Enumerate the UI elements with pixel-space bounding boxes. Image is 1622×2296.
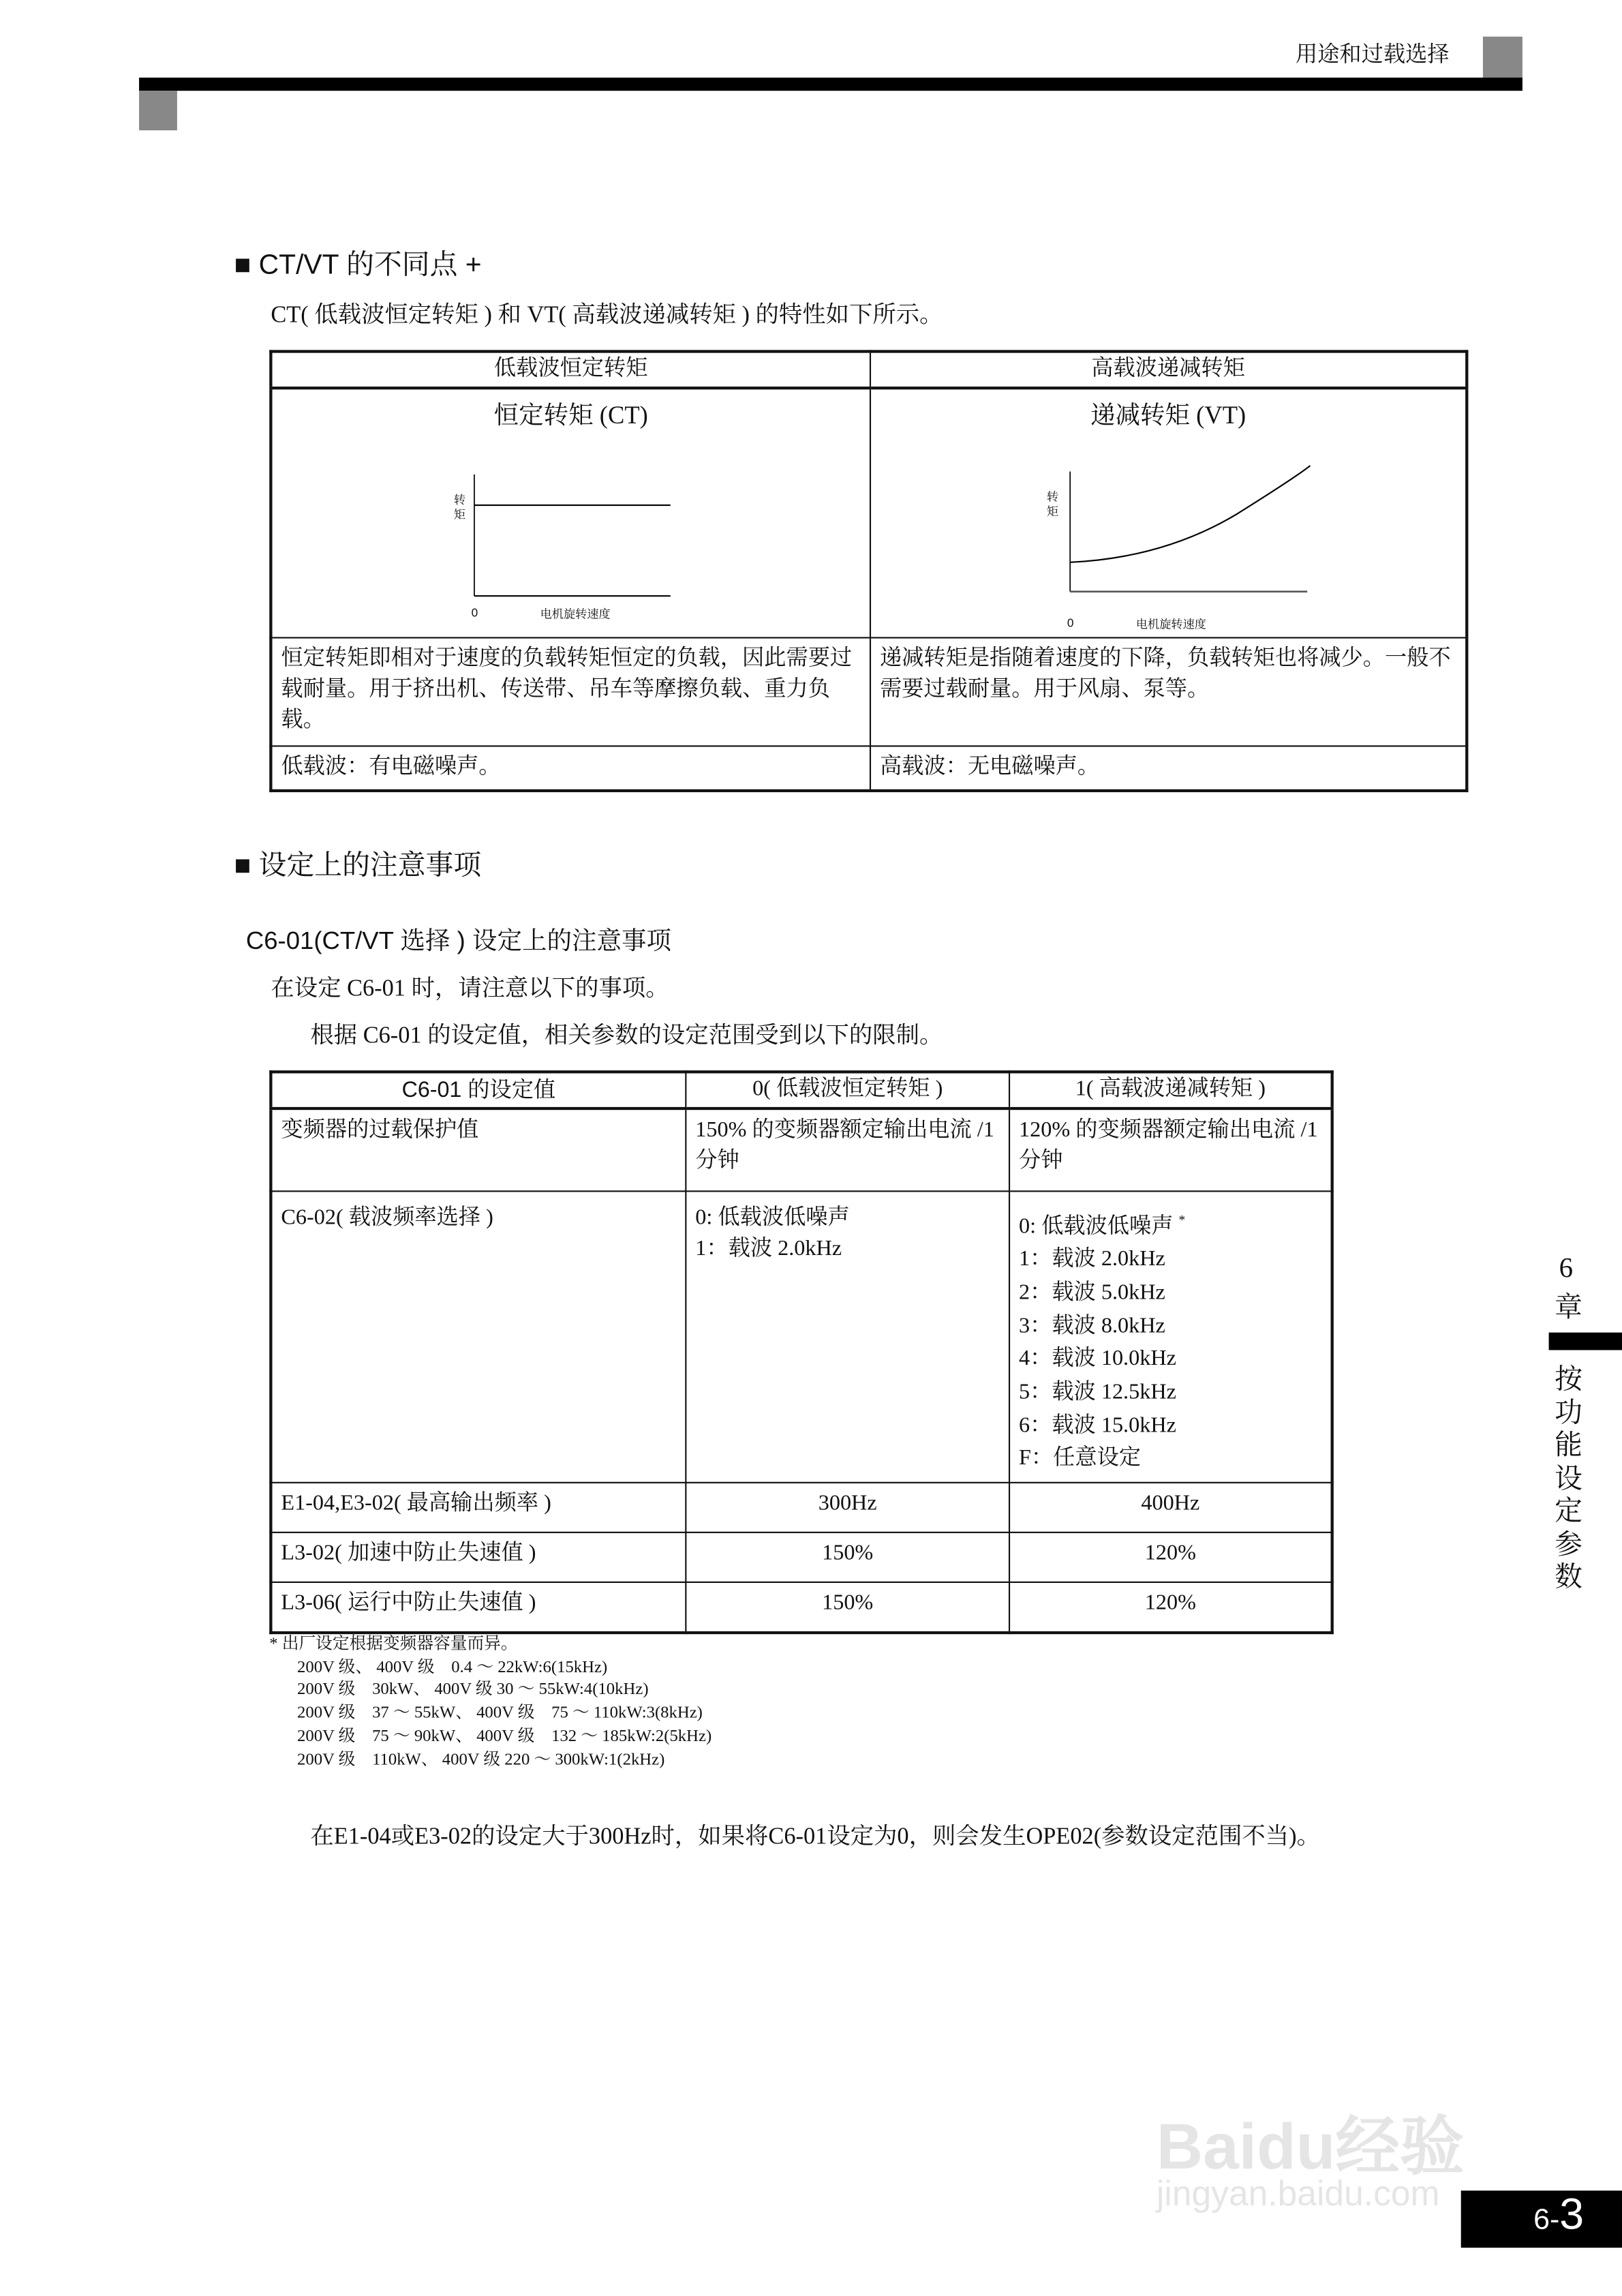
ct-chart-cell — [271, 388, 870, 637]
section2-line1: 在设定 C6-01 时，请注意以下的事项。 — [271, 976, 669, 1002]
footnote-line: 200V 级 37 ～ 55kW、 400V 级 75 ～ 110kW:3(8kHz) — [297, 1704, 703, 1723]
row-name: E1-04,E3-02( 最高输出频率 ) — [271, 1483, 686, 1532]
row-name: C6-02( 载波频率选择 ) — [271, 1190, 686, 1483]
c6-01-settings-table — [269, 1070, 1334, 1633]
header-rule — [139, 78, 1522, 91]
vt-origin: 0 — [1067, 616, 1074, 630]
option-line: 0: 低载波低噪声 * — [1019, 1211, 1186, 1239]
watermark-url: jingyan.baidu.com — [1156, 2174, 1440, 2214]
vt-chart-title: 递减转矩 (VT) — [1090, 401, 1246, 429]
page-num: 3 — [1559, 2190, 1585, 2239]
vt-description: 递减转矩是指随着速度的下降，负载转矩也将减少。一般不需要过载耐量。用于风扇、泵等。 — [870, 637, 1467, 745]
row-name: 变频器的过载保护值 — [271, 1108, 686, 1190]
ct-vt-comparison-table — [269, 350, 1468, 791]
vt-chart — [871, 389, 1470, 638]
option-line: F：任意设定 — [1019, 1447, 1142, 1471]
section2-line2: 根据 C6-01 的设定值，相关参数的设定范围受到以下的限制。 — [310, 1023, 943, 1048]
footnote-line: 200V 级、 400V 级 0.4 ～ 22kW:6(15kHz) — [297, 1659, 608, 1676]
col-header-ct: 低载波恒定转矩 — [271, 352, 870, 389]
page-chapter: 6- — [1533, 2203, 1560, 2236]
ct-chart-title: 恒定转矩 (CT) — [493, 401, 648, 429]
chapter-title: 按功能设定参数 — [1555, 1364, 1583, 1594]
row-value-vt: 120% 的变频器额定输出电流 /1 分钟 — [1009, 1108, 1332, 1190]
row-name: L3-06( 运行中防止失速值 ) — [271, 1582, 686, 1632]
section2-subheading: C6-01(CT/VT 选择 ) 设定上的注意事项 — [245, 926, 672, 955]
chapter-number: 6 — [1559, 1253, 1574, 1284]
option-line: 1：载波 2.0kHz — [1019, 1248, 1165, 1271]
vt-xlabel: 电机旋转速度 — [1135, 618, 1206, 631]
table-row — [271, 1108, 1332, 1190]
option-line: 2：载波 5.0kHz — [1019, 1281, 1165, 1305]
table-row — [271, 1532, 1332, 1582]
header-section-title: 用途和过载选择 — [1295, 44, 1450, 67]
footnote — [269, 1634, 711, 1772]
ct-origin: 0 — [471, 606, 478, 620]
chapter-tab-bar — [1549, 1333, 1622, 1350]
header-ct: 0( 低载波恒定转矩 ) — [686, 1072, 1009, 1108]
header-setting: C6-01 的设定值 — [271, 1072, 686, 1108]
footnote-line: 200V 级 30kW、 400V 级 30 ～ 55kW:4(10kHz) — [297, 1681, 649, 1700]
footnote-title: * 出厂设定根据变频器容量而异。 — [269, 1635, 518, 1654]
section2-heading: ■ 设定上的注意事项 — [234, 850, 482, 882]
header-gray-square — [139, 91, 177, 130]
vt-chart-cell — [870, 388, 1467, 637]
option-line: 0: 低载波低噪声 — [695, 1205, 850, 1230]
option-line: 4：载波 10.0kHz — [1019, 1347, 1176, 1372]
table-row — [271, 1190, 1332, 1483]
vt-torque-curve — [1070, 466, 1310, 562]
table-row — [271, 1483, 1332, 1532]
option-line: 6：载波 15.0kHz — [1019, 1414, 1176, 1438]
ct-xlabel: 电机旋转速度 — [540, 607, 611, 621]
ope02-note: 在E1-04或E3-02的设定大于300Hz时，如果将C6-01设定为0，则会发生OPE02(参数设定范围不当)。 — [310, 1824, 1320, 1849]
section1-intro: CT( 低载波恒定转矩 ) 和 VT( 高载波递减转矩 ) 的特性如下所示。 — [271, 303, 943, 329]
table-row — [271, 1582, 1332, 1632]
vt-noise: 高载波：无电磁噪声。 — [870, 745, 1467, 790]
ct-noise: 低载波：有电磁噪声。 — [271, 745, 870, 790]
header-gray-block — [1483, 37, 1522, 80]
option-line: 1：载波 2.0kHz — [695, 1236, 842, 1260]
vt-ylabel: 转矩 — [1046, 490, 1059, 519]
page-number — [1461, 2190, 1622, 2248]
row-value-ct: 300Hz — [686, 1483, 1009, 1532]
row-value-vt: 120% — [1009, 1532, 1332, 1582]
ct-description: 恒定转矩即相对于速度的负载转矩恒定的负载，因此需要过载耐量。用于挤出机、传送带、吊车等摩擦负载、重力负载。 — [271, 637, 870, 745]
section1-heading: ■ CT/VT 的不同点 + — [234, 250, 482, 282]
row-value-ct: 150% — [686, 1532, 1009, 1582]
chapter-label: 章 — [1555, 1293, 1583, 1324]
row-name: L3-02( 加速中防止失速值 ) — [271, 1532, 686, 1582]
footnote-line: 200V 级 110kW、 400V 级 220 ～ 300kW:1(2kHz) — [297, 1750, 665, 1768]
row-value-vt — [1009, 1190, 1332, 1483]
option-line: 5：载波 12.5kHz — [1019, 1380, 1176, 1404]
footnote-mark: * — [1178, 1211, 1186, 1226]
row-value-vt: 120% — [1009, 1582, 1332, 1632]
footnote-line: 200V 级 75 ～ 90kW、 400V 级 132 ～ 185kW:2(5kHz) — [297, 1727, 712, 1746]
watermark-logo: Baidu经验 — [1156, 2111, 1465, 2184]
row-value-ct: 150% 的变频器额定输出电流 /1 分钟 — [686, 1108, 1009, 1190]
header-vt: 1( 高载波递减转矩 ) — [1009, 1072, 1332, 1108]
ct-ylabel: 转矩 — [453, 493, 466, 522]
col-header-vt: 高载波递减转矩 — [870, 352, 1467, 389]
row-value-ct: 150% — [686, 1582, 1009, 1632]
row-value-vt: 400Hz — [1009, 1483, 1332, 1532]
row-value-ct — [686, 1190, 1009, 1483]
option-line: 3：载波 8.0kHz — [1019, 1314, 1165, 1338]
